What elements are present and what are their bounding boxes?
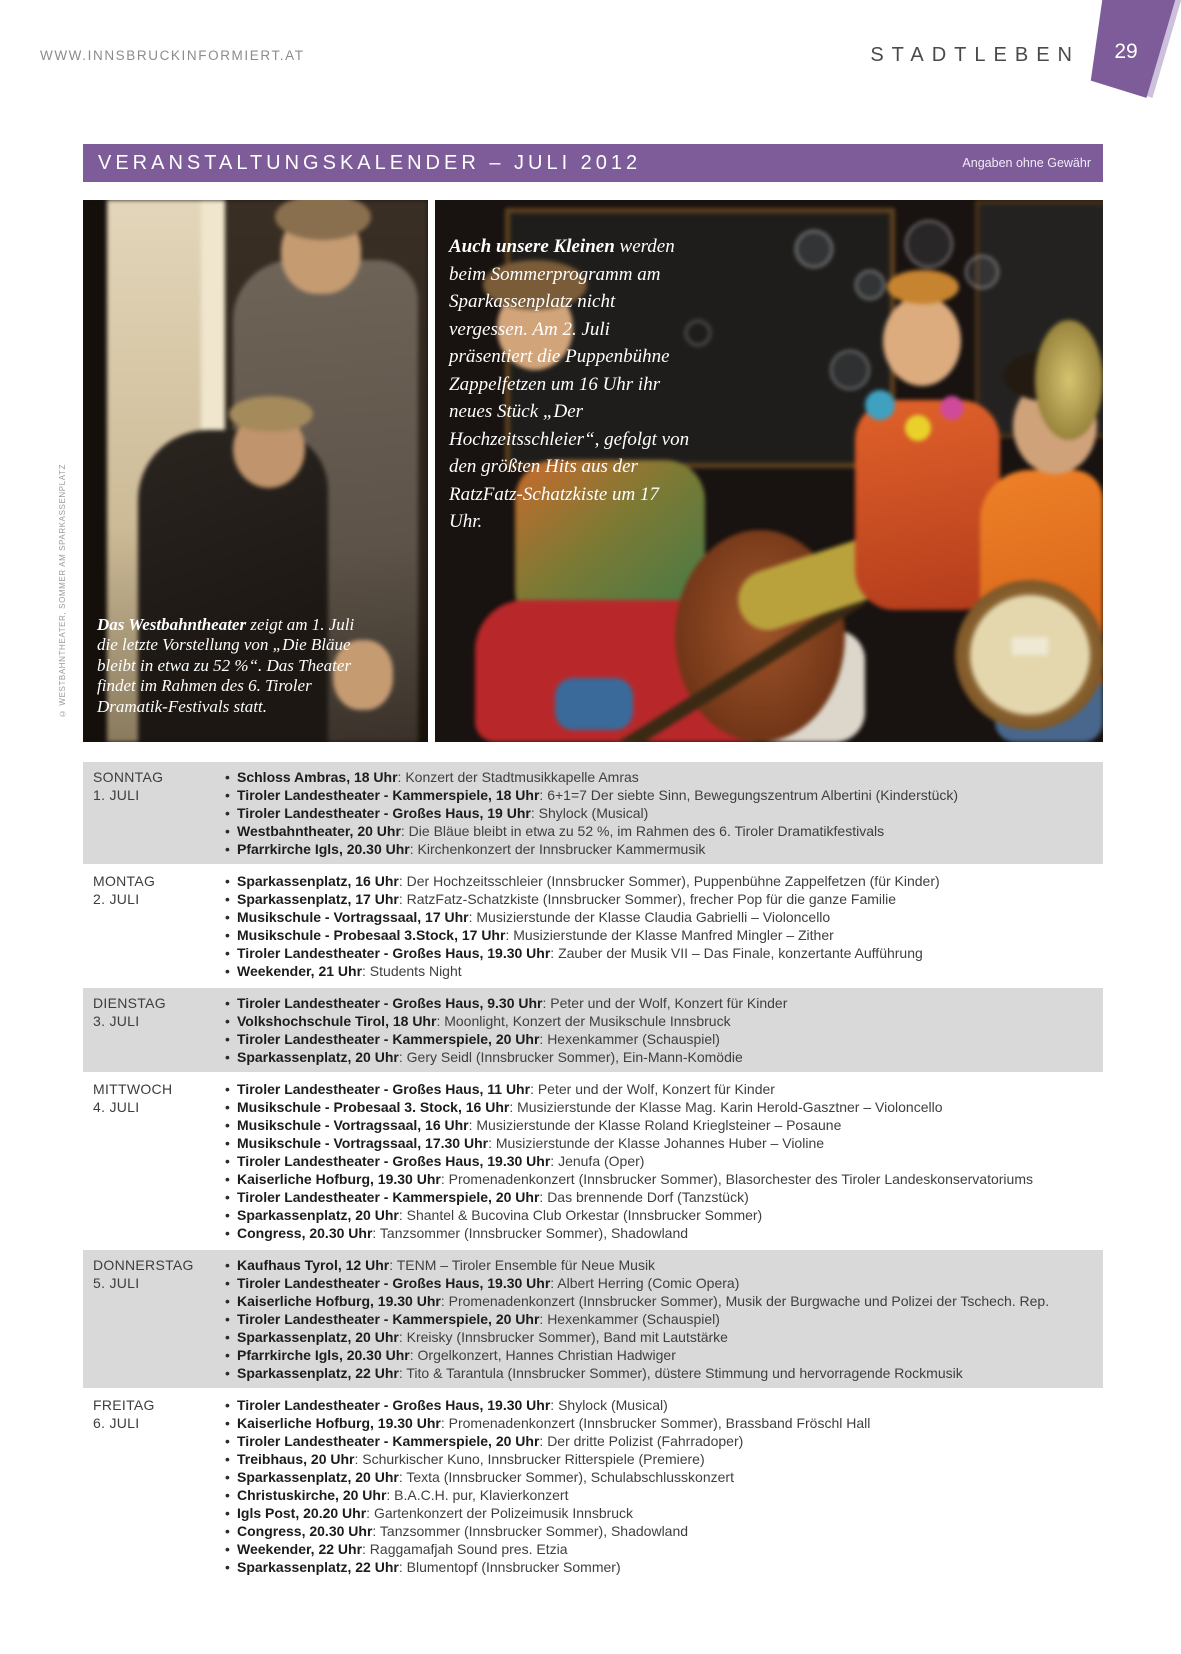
bullet-icon: • [225,1415,230,1431]
event-item [225,944,1103,962]
event-description: : Texta (Innsbrucker Sommer), Schulabschlusskonzert [398,1469,734,1485]
banner-disclaimer: Angaben ohne Gewähr [962,156,1091,170]
event-description: : Die Bläue bleibt in etwa zu 52 %, im Rahmen des 6. Tiroler Dramatikfestivals [400,823,885,839]
day-name: DONNERSTAG [93,1257,194,1273]
event-venue-time: Sparkassenplatz, 20 Uhr [237,1469,399,1485]
bullet-icon: • [225,1293,230,1309]
bullet-icon: • [225,1257,230,1273]
bullet-icon: • [225,1099,230,1115]
event-list [225,872,1103,980]
event-description: : Shylock (Musical) [550,1397,668,1413]
day-label [93,1396,225,1576]
calendar-day-row [83,988,1103,1072]
calendar-day-row [83,762,1103,864]
event-venue-time: Tiroler Landestheater - Großes Haus, 19.30 Uhr [237,945,551,961]
event-item [225,1468,1103,1486]
event-list [225,1396,1103,1576]
event-venue-time: Tiroler Landestheater - Kammerspiele, 20 Uhr [237,1433,540,1449]
event-venue-time: Schloss Ambras, 18 Uhr [237,769,398,785]
calendar-day-row [83,1250,1103,1388]
event-venue-time: Volkshochschule Tirol, 18 Uhr [237,1013,437,1029]
day-date: 1. JULI [93,787,140,803]
photo-caption-sparkassenplatz [449,233,694,536]
event-venue-time: Igls Post, 20.20 Uhr [237,1505,367,1521]
event-venue-time: Tiroler Landestheater - Großes Haus, 19.30 Uhr [237,1397,551,1413]
event-item [225,1396,1103,1414]
bullet-icon: • [225,1559,230,1575]
event-item [225,1080,1103,1098]
event-venue-time: Treibhaus, 20 Uhr [237,1451,355,1467]
event-item [225,804,1103,822]
photo-sparkassenplatz [435,200,1103,742]
bullet-icon: • [225,1365,230,1381]
event-item [225,890,1103,908]
event-venue-time: Sparkassenplatz, 16 Uhr [237,873,399,889]
event-description: : Gery Seidl (Innsbrucker Sommer), Ein-Mann-Komödie [398,1049,743,1065]
event-item [225,1098,1103,1116]
bullet-icon: • [225,1207,230,1223]
event-description: : Konzert der Stadtmusikkapelle Amras [397,769,639,785]
event-item [225,962,1103,980]
event-venue-time: Kaiserliche Hofburg, 19.30 Uhr [237,1415,441,1431]
event-description: : Musizierstunde der Klasse Claudia Gabrielli – Violoncello [468,909,831,925]
bullet-icon: • [225,1523,230,1539]
event-item [225,1346,1103,1364]
day-date: 5. JULI [93,1275,140,1291]
event-description: : Musizierstunde der Klasse Manfred Mingler – Zither [505,927,834,943]
event-description: : Tanzsommer (Innsbrucker Sommer), Shadowland [372,1523,689,1539]
event-description: : Der Hochzeitsschleier (Innsbrucker Sommer), Puppenbühne Zappelfetzen (für Kinder) [398,873,940,889]
event-venue-time: Kaiserliche Hofburg, 19.30 Uhr [237,1171,441,1187]
event-description: : Tito & Tarantula (Innsbrucker Sommer), düstere Stimmung und hervorragende Rockmusik [398,1365,963,1381]
day-label [93,1080,225,1242]
calendar [83,762,1103,1584]
event-item [225,1540,1103,1558]
event-description: : Peter und der Wolf, Konzert für Kinder [542,995,788,1011]
event-description: : Musizierstunde der Klasse Mag. Karin Herold-Gasztner – Violoncello [509,1099,943,1115]
event-venue-time: Sparkassenplatz, 20 Uhr [237,1207,399,1223]
day-date: 6. JULI [93,1415,140,1431]
event-description: : Moonlight, Konzert der Musikschule Innsbruck [436,1013,731,1029]
event-item [225,1414,1103,1432]
event-venue-time: Musikschule - Vortragssaal, 17 Uhr [237,909,469,925]
photo-credit: © WESTBAHNTHEATER, SOMMER AM SPARKASSENPLATZ [58,463,67,718]
day-date: 2. JULI [93,891,140,907]
event-item [225,1364,1103,1382]
event-item [225,926,1103,944]
event-description: : Shylock (Musical) [530,805,649,821]
event-venue-time: Pfarrkirche Igls, 20.30 Uhr [237,1347,410,1363]
event-venue-time: Westbahntheater, 20 Uhr [237,823,401,839]
calendar-day-row [83,872,1103,980]
event-item [225,1432,1103,1450]
event-venue-time: Tiroler Landestheater - Großes Haus, 11 Uhr [237,1081,531,1097]
event-item [225,786,1103,804]
event-venue-time: Musikschule - Vortragssaal, 16 Uhr [237,1117,469,1133]
event-description: : Hexenkammer (Schauspiel) [539,1031,720,1047]
event-description: : Shantel & Bucovina Club Orkestar (Innsbrucker Sommer) [398,1207,763,1223]
event-item [225,1292,1103,1310]
bullet-icon: • [225,1189,230,1205]
day-name: SONNTAG [93,769,164,785]
event-description: : Peter und der Wolf, Konzert für Kinder [530,1081,775,1097]
photo-caption-westbahntheater [97,615,367,718]
bullet-icon: • [225,1153,230,1169]
bullet-icon: • [225,1081,230,1097]
caption-lead: Das Westbahntheater [97,614,247,634]
bullet-icon: • [225,1329,230,1345]
event-item [225,1522,1103,1540]
event-venue-time: Sparkassenplatz, 20 Uhr [237,1329,399,1345]
event-venue-time: Christuskirche, 20 Uhr [237,1487,387,1503]
day-name: MITTWOCH [93,1081,173,1097]
event-item [225,1274,1103,1292]
event-venue-time: Kaiserliche Hofburg, 19.30 Uhr [237,1293,441,1309]
bullet-icon: • [225,963,230,979]
day-name: MONTAG [93,873,156,889]
event-venue-time: Sparkassenplatz, 17 Uhr [237,891,399,907]
event-item [225,1256,1103,1274]
event-venue-time: Tiroler Landestheater - Großes Haus, 19.30 Uhr [237,1275,551,1291]
bullet-icon: • [225,873,230,889]
event-description: : Gartenkonzert der Polizeimusik Innsbruck [366,1505,634,1521]
event-description: : 6+1=7 Der siebte Sinn, Bewegungszentrum Albertini (Kinderstück) [539,787,959,803]
event-item [225,822,1103,840]
event-description: : Musizierstunde der Klasse Johannes Huber – Violine [488,1135,825,1151]
event-list [225,1256,1103,1382]
bullet-icon: • [225,1451,230,1467]
bullet-icon: • [225,1031,230,1047]
event-description: : Raggamafjah Sound pres. Etzia [362,1541,568,1557]
website-url: WWW.INNSBRUCKINFORMIERT.AT [40,48,305,63]
event-venue-time: Congress, 20.30 Uhr [237,1225,373,1241]
event-description: : Hexenkammer (Schauspiel) [539,1311,720,1327]
bullet-icon: • [225,1541,230,1557]
caption-text: zeigt am 1. Juli die letzte Vorstellung von „Die Bläue bleibt in etwa zu 52 %“. Das Theater findet im Rahmen des 6. Tiroler Dramatik-Festivals statt. [97,614,355,716]
event-description: : Promenadenkonzert (Innsbrucker Sommer), Blasorchester des Tiroler Landeskonservatoriums [440,1171,1033,1187]
event-venue-time: Musikschule - Probesaal 3.Stock, 17 Uhr [237,927,506,943]
event-venue-time: Tiroler Landestheater - Kammerspiele, 20 Uhr [237,1189,540,1205]
bullet-icon: • [225,1049,230,1065]
event-description: : Schurkischer Kuno, Innsbrucker Ritterspiele (Premiere) [354,1451,705,1467]
event-list [225,1080,1103,1242]
event-item [225,994,1103,1012]
event-venue-time: Tiroler Landestheater - Großes Haus, 19 Uhr [237,805,531,821]
event-description: : Tanzsommer (Innsbrucker Sommer), Shadowland [372,1225,689,1241]
bullet-icon: • [225,1397,230,1413]
calendar-banner [83,144,1103,182]
event-description: : Der dritte Polizist (Fahrradoper) [539,1433,744,1449]
event-item [225,1310,1103,1328]
bullet-icon: • [225,1135,230,1151]
bullet-icon: • [225,1433,230,1449]
day-label [93,1256,225,1382]
bullet-icon: • [225,995,230,1011]
bullet-icon: • [225,1171,230,1187]
bullet-icon: • [225,841,230,857]
event-description: : B.A.C.H. pur, Klavierkonzert [386,1487,569,1503]
bullet-icon: • [225,1013,230,1029]
bullet-icon: • [225,769,230,785]
bullet-icon: • [225,1469,230,1485]
bullet-icon: • [225,1275,230,1291]
page-number: 29 [1114,40,1138,63]
event-venue-time: Tiroler Landestheater - Großes Haus, 19.30 Uhr [237,1153,551,1169]
event-venue-time: Sparkassenplatz, 22 Uhr [237,1365,399,1381]
event-item [225,1134,1103,1152]
event-item [225,1206,1103,1224]
event-description: : Albert Herring (Comic Opera) [550,1275,740,1291]
calendar-day-row [83,1396,1103,1576]
event-description: : Promenadenkonzert (Innsbrucker Sommer), Musik der Burgwache und Polizei der Tschech. Rep. [440,1293,1050,1309]
day-name: FREITAG [93,1397,155,1413]
event-item [225,1486,1103,1504]
event-description: : Kreisky (Innsbrucker Sommer), Band mit Lautstärke [398,1329,728,1345]
event-description: : Kirchenkonzert der Innsbrucker Kammermusik [409,841,706,857]
event-description: : TENM – Tiroler Ensemble für Neue Musik [389,1257,656,1273]
event-item [225,1012,1103,1030]
event-venue-time: Musikschule - Vortragssaal, 17.30 Uhr [237,1135,489,1151]
event-venue-time: Tiroler Landestheater - Großes Haus, 9.30 Uhr [237,995,543,1011]
event-description: : Zauber der Musik VII – Das Finale, konzertante Aufführung [550,945,923,961]
event-venue-time: Tiroler Landestheater - Kammerspiele, 18 Uhr [237,787,540,803]
event-venue-time: Musikschule - Probesaal 3. Stock, 16 Uhr [237,1099,510,1115]
event-venue-time: Sparkassenplatz, 20 Uhr [237,1049,399,1065]
photo-westbahntheater [83,200,428,742]
day-label [93,994,225,1066]
caption-text: werden beim Sommerprogramm am Sparkassenplatz nicht vergessen. Am 2. Juli präsentiert die Puppenbühne Zappelfetzen um 16 Uhr ihr neues Stück „Der Hochzeitsschleier“, gefolgt von den größten Hits aus der RatzFatz-Schatzkiste um 17 Uhr. [449,236,690,532]
event-item [225,1152,1103,1170]
bullet-icon: • [225,1347,230,1363]
bullet-icon: • [225,1225,230,1241]
page-number-tab [1085,0,1181,102]
bullet-icon: • [225,805,230,821]
event-description: : Students Night [362,963,462,979]
bullet-icon: • [225,1311,230,1327]
event-description: : Jenufa (Oper) [550,1153,645,1169]
event-venue-time: Tiroler Landestheater - Kammerspiele, 20 Uhr [237,1311,540,1327]
section-title: STADTLEBEN [870,44,1080,66]
day-date: 3. JULI [93,1013,140,1029]
event-item [225,1048,1103,1066]
bullet-icon: • [225,1487,230,1503]
bullet-icon: • [225,1505,230,1521]
event-item [225,1170,1103,1188]
event-item [225,1558,1103,1576]
event-description: : Promenadenkonzert (Innsbrucker Sommer), Brassband Fröschl Hall [440,1415,871,1431]
calendar-day-row [83,1080,1103,1242]
event-venue-time: Pfarrkirche Igls, 20.30 Uhr [237,841,410,857]
event-venue-time: Sparkassenplatz, 22 Uhr [237,1559,399,1575]
day-label [93,768,225,858]
bullet-icon: • [225,945,230,961]
event-item [225,1328,1103,1346]
event-venue-time: Congress, 20.30 Uhr [237,1523,373,1539]
day-date: 4. JULI [93,1099,140,1115]
bullet-icon: • [225,927,230,943]
event-item [225,1504,1103,1522]
bullet-icon: • [225,1117,230,1133]
caption-lead: Auch unsere Kleinen [449,236,615,257]
bullet-icon: • [225,909,230,925]
event-list [225,994,1103,1066]
event-item [225,1030,1103,1048]
banner-title: VERANSTALTUNGSKALENDER – JULI 2012 [98,151,642,174]
event-description: : Musizierstunde der Klasse Roland Krieglsteiner – Posaune [468,1117,842,1133]
event-item [225,1188,1103,1206]
event-item [225,1450,1103,1468]
event-item [225,908,1103,926]
bullet-icon: • [225,787,230,803]
event-venue-time: Tiroler Landestheater - Kammerspiele, 20 Uhr [237,1031,540,1047]
day-name: DIENSTAG [93,995,166,1011]
event-description: : RatzFatz-Schatzkiste (Innsbrucker Sommer), frecher Pop für die ganze Familie [398,891,897,907]
event-item [225,872,1103,890]
event-list [225,768,1103,858]
event-item [225,1116,1103,1134]
event-description: : Das brennende Dorf (Tanzstück) [539,1189,749,1205]
event-item [225,840,1103,858]
bullet-icon: • [225,823,230,839]
event-venue-time: Weekender, 21 Uhr [237,963,363,979]
day-label [93,872,225,980]
event-venue-time: Kaufhaus Tyrol, 12 Uhr [237,1257,390,1273]
event-venue-time: Weekender, 22 Uhr [237,1541,363,1557]
event-description: : Orgelkonzert, Hannes Christian Hadwiger [409,1347,676,1363]
event-item [225,1224,1103,1242]
bullet-icon: • [225,891,230,907]
event-description: : Blumentopf (Innsbrucker Sommer) [398,1559,621,1575]
event-item [225,768,1103,786]
